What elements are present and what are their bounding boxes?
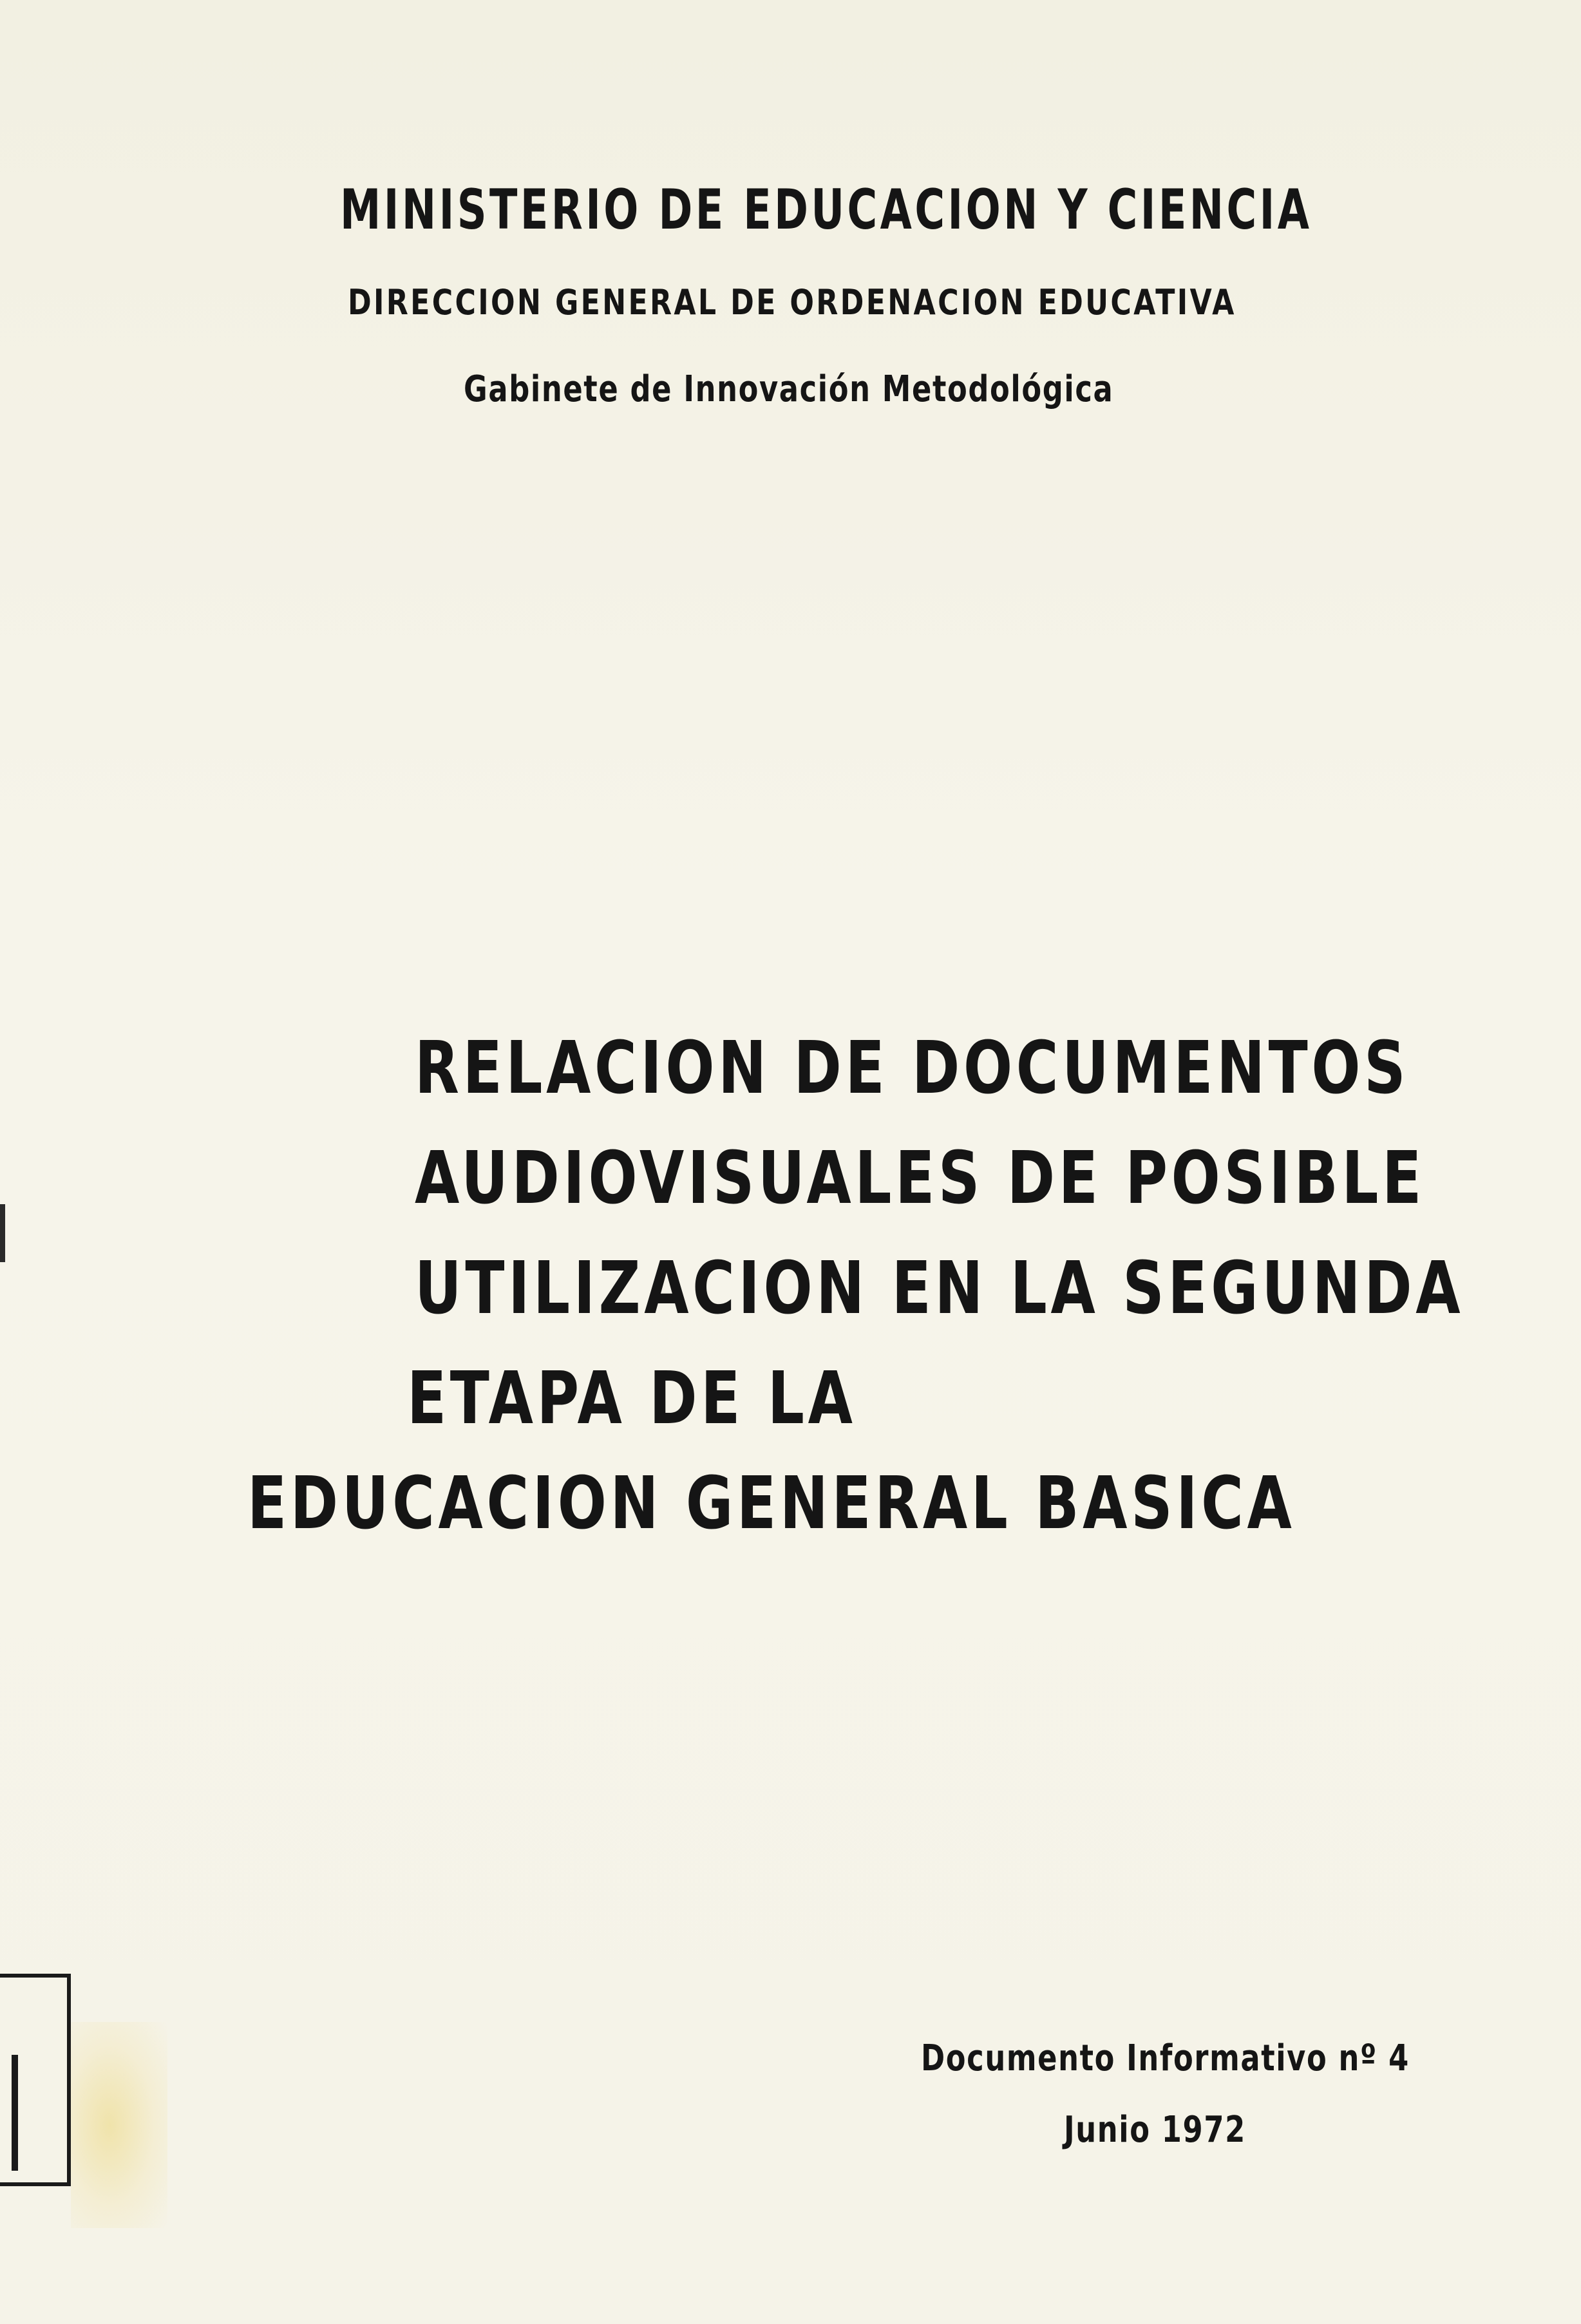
title-line: ETAPA DE LA	[407, 1357, 857, 1441]
library-label-box	[0, 1974, 71, 2186]
ministry-name: MINISTERIO DE EDUCACION Y CIENCIA	[340, 178, 1312, 242]
title-line: AUDIOVISUALES DE POSIBLE	[415, 1137, 1425, 1220]
label-bar	[12, 2055, 18, 2171]
document-date: Junio 1972	[1064, 2109, 1246, 2151]
office-name: Gabinete de Innovación Metodológica	[464, 368, 1114, 410]
document-number: Documento Informativo nº 4	[921, 2037, 1410, 2079]
title-line: RELACION DE DOCUMENTOS	[415, 1026, 1410, 1110]
direction-name: DIRECCION GENERAL DE ORDENACION EDUCATIVA	[348, 282, 1236, 323]
edge-mark	[0, 1204, 5, 1262]
title-line: EDUCACION GENERAL BASICA	[247, 1462, 1296, 1545]
title-line: UTILIZACION EN LA SEGUNDA	[415, 1247, 1464, 1330]
paper-stain	[71, 2022, 167, 2228]
